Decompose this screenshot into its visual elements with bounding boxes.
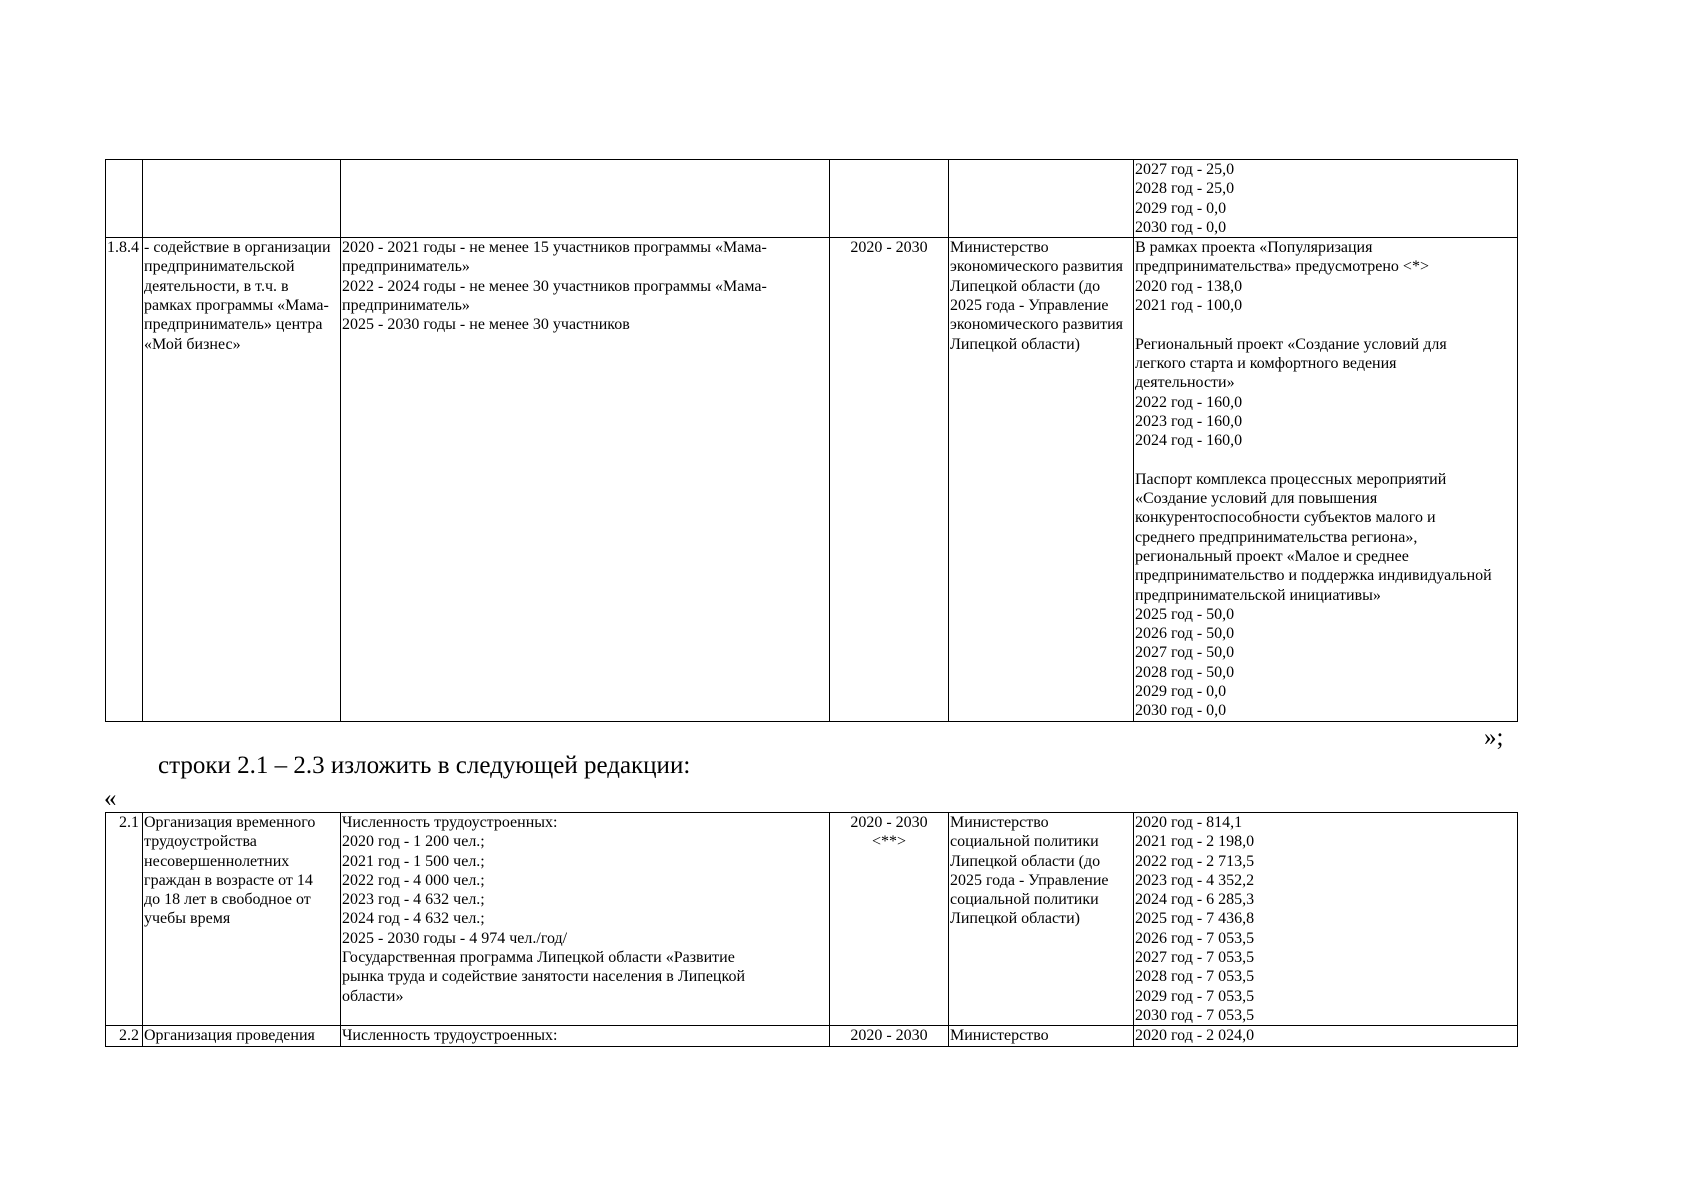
cell-line: экономического развития — [950, 258, 1123, 276]
period-cell — [830, 238, 949, 721]
cell-line: предприниматель» — [342, 258, 470, 276]
cell-line: до 18 лет в свободное от — [144, 891, 311, 909]
row-number-cell: 1.8.4 — [106, 238, 143, 721]
financing-cell — [1134, 160, 1518, 238]
table-row — [106, 160, 1518, 238]
cell-line: Численность трудоустроенных: — [342, 1027, 558, 1045]
cell-line: предпринимательской — [144, 258, 295, 276]
cell-line: 2029 год - 0,0 — [1135, 199, 1227, 217]
cell-line: региональный проект «Малое и среднее — [1135, 547, 1409, 565]
table-row — [106, 238, 1518, 721]
cell-line: Липецкой области (до — [950, 277, 1101, 295]
cell-line: 2028 год - 25,0 — [1135, 180, 1235, 198]
cell-line: 2022 год - 2 713,5 — [1135, 852, 1255, 870]
cell-line: 2029 год - 7 053,5 — [1135, 987, 1255, 1005]
cell-line: экономического развития — [950, 316, 1123, 334]
opening-quote-mark: « — [104, 785, 117, 812]
cell-line: 2025 года - Управление — [950, 871, 1109, 889]
cell-line: 2030 год - 7 053,5 — [1135, 1006, 1255, 1024]
table-row — [106, 813, 1518, 1026]
cell-line: 2020 - 2030 — [850, 814, 928, 831]
measure-name-cell — [143, 813, 341, 1026]
cell-line: Липецкой области (до — [950, 852, 1101, 870]
cell-line: 2030 год - 0,0 — [1135, 218, 1227, 236]
executor-cell — [949, 238, 1134, 721]
cell-line: 2030 год - 0,0 — [1135, 702, 1227, 720]
cell-line: 2027 год - 50,0 — [1135, 644, 1235, 662]
period-cell — [830, 160, 949, 238]
cell-line: Министерство — [950, 1027, 1049, 1045]
table-row — [106, 1026, 1518, 1046]
row-number-cell — [106, 160, 143, 238]
cell-line: деятельности, в т.ч. в — [144, 277, 289, 295]
executor-cell — [949, 160, 1134, 238]
cell-line: легкого старта и комфортного ведения — [1135, 354, 1397, 372]
cell-line: области» — [342, 987, 404, 1005]
executor-cell — [949, 1026, 1134, 1046]
program-table-new-edition — [105, 812, 1518, 1047]
cell-line: конкурентоспособности субъектов малого и — [1135, 509, 1436, 527]
period-cell — [830, 813, 949, 1026]
cell-line: Организация временного — [144, 814, 316, 831]
cell-line: рынка труда и содействие занятости населения в Липецкой — [342, 968, 746, 986]
cell-line: 2023 год - 4 352,2 — [1135, 871, 1255, 889]
cell-line: трудоустройства — [144, 833, 257, 851]
cell-line: 2024 год - 160,0 — [1135, 432, 1243, 450]
cell-line: 2026 год - 7 053,5 — [1135, 929, 1255, 947]
cell-line: Министерство — [950, 814, 1049, 831]
cell-line: 2020 год - 2 024,0 — [1135, 1027, 1255, 1045]
measure-name-cell — [143, 238, 341, 721]
indicators-cell — [341, 238, 830, 721]
cell-line: <**> — [871, 833, 907, 851]
cell-line: - содействие в организации — [144, 239, 331, 257]
cell-line: 2027 год - 7 053,5 — [1135, 949, 1255, 967]
cell-line: 2020 год - 1 200 чел.; — [342, 833, 485, 851]
cell-line: «Мой бизнес» — [144, 335, 241, 353]
cell-line: 2021 год - 1 500 чел.; — [342, 852, 485, 870]
cell-line: Липецкой области) — [950, 910, 1080, 928]
closing-quote-mark: »; — [1484, 724, 1504, 751]
cell-line: 2028 год - 50,0 — [1135, 663, 1235, 681]
cell-line: 2027 год - 25,0 — [1135, 161, 1235, 178]
cell-line: предпринимательства» предусмотрено <*> — [1135, 258, 1429, 276]
cell-line: Липецкой области) — [950, 335, 1080, 353]
financing-cell — [1134, 238, 1518, 721]
cell-line: 2020 - 2030 — [850, 1027, 928, 1045]
cell-line: предприниматель» центра — [144, 316, 323, 334]
cell-line: Региональный проект «Создание условий для — [1135, 335, 1447, 353]
cell-line: 2022 - 2024 годы - не менее 30 участников программы «Мама- — [342, 277, 767, 295]
cell-line: 2029 год - 0,0 — [1135, 683, 1227, 701]
row-number-cell: 2.1 — [106, 813, 143, 1026]
cell-line: несовершеннолетних — [144, 852, 290, 870]
cell-line: граждан в возрасте от 14 — [144, 871, 313, 889]
cell-line: 2025 год - 50,0 — [1135, 605, 1235, 623]
cell-line: Государственная программа Липецкой области «Развитие — [342, 949, 735, 967]
program-table-continued — [105, 159, 1518, 722]
cell-line: 2026 год - 50,0 — [1135, 625, 1235, 643]
cell-line: 2020 год - 814,1 — [1135, 814, 1243, 831]
cell-line: Паспорт комплекса процессных мероприятий — [1135, 470, 1447, 488]
cell-line: 2023 год - 4 632 чел.; — [342, 891, 485, 909]
period-cell — [830, 1026, 949, 1046]
cell-line: 2020 год - 138,0 — [1135, 277, 1243, 295]
measure-name-cell — [143, 1026, 341, 1046]
table-body — [106, 160, 1518, 722]
cell-line: 2028 год - 7 053,5 — [1135, 968, 1255, 986]
cell-line: В рамках проекта «Популяризация — [1135, 239, 1373, 257]
cell-line: 2025 - 2030 годы - не менее 30 участников — [342, 316, 630, 334]
cell-line: социальной политики — [950, 891, 1099, 909]
financing-cell — [1134, 1026, 1518, 1046]
cell-line: 2023 год - 160,0 — [1135, 412, 1243, 430]
cell-line: Министерство — [950, 239, 1049, 257]
cell-line: Численность трудоустроенных: — [342, 814, 558, 831]
cell-line: учебы время — [144, 910, 231, 928]
cell-line: рамках программы «Мама- — [144, 297, 329, 315]
cell-line — [1135, 315, 1516, 334]
cell-line: 2024 год - 6 285,3 — [1135, 891, 1255, 909]
cell-line: 2025 года - Управление — [950, 297, 1109, 315]
cell-line: 2024 год - 4 632 чел.; — [342, 910, 485, 928]
measure-name-cell — [143, 160, 341, 238]
cell-line: социальной политики — [950, 833, 1099, 851]
cell-line: предпринимательской инициативы» — [1135, 586, 1381, 604]
indicators-cell — [341, 813, 830, 1026]
indicators-cell — [341, 160, 830, 238]
cell-line: 2022 год - 4 000 чел.; — [342, 871, 485, 889]
cell-line: «Создание условий для повышения — [1135, 490, 1378, 508]
cell-line: Организация проведения — [144, 1027, 315, 1045]
cell-line: среднего предпринимательства региона», — [1135, 528, 1418, 546]
financing-cell — [1134, 813, 1518, 1026]
cell-line: предпринимательство и поддержка индивидуальной — [1135, 567, 1492, 585]
table-body — [106, 813, 1518, 1047]
cell-line: 2022 год - 160,0 — [1135, 393, 1243, 411]
cell-line: 2020 - 2021 годы - не менее 15 участников программы «Мама- — [342, 239, 767, 257]
indicators-cell — [341, 1026, 830, 1046]
cell-line: 2021 год - 2 198,0 — [1135, 833, 1255, 851]
executor-cell — [949, 813, 1134, 1026]
amendment-instruction: строки 2.1 – 2.3 изложить в следующей редакции: — [158, 752, 691, 779]
cell-line: деятельности» — [1135, 374, 1235, 392]
cell-line: 2025 - 2030 годы - 4 974 чел./год/ — [342, 929, 568, 947]
cell-line — [1135, 450, 1516, 469]
row-number-cell: 2.2 — [106, 1026, 143, 1046]
cell-line: предприниматель» — [342, 297, 470, 315]
cell-line: 2025 год - 7 436,8 — [1135, 910, 1255, 928]
cell-line: 2020 - 2030 — [850, 239, 928, 257]
cell-line: 2021 год - 100,0 — [1135, 297, 1243, 315]
